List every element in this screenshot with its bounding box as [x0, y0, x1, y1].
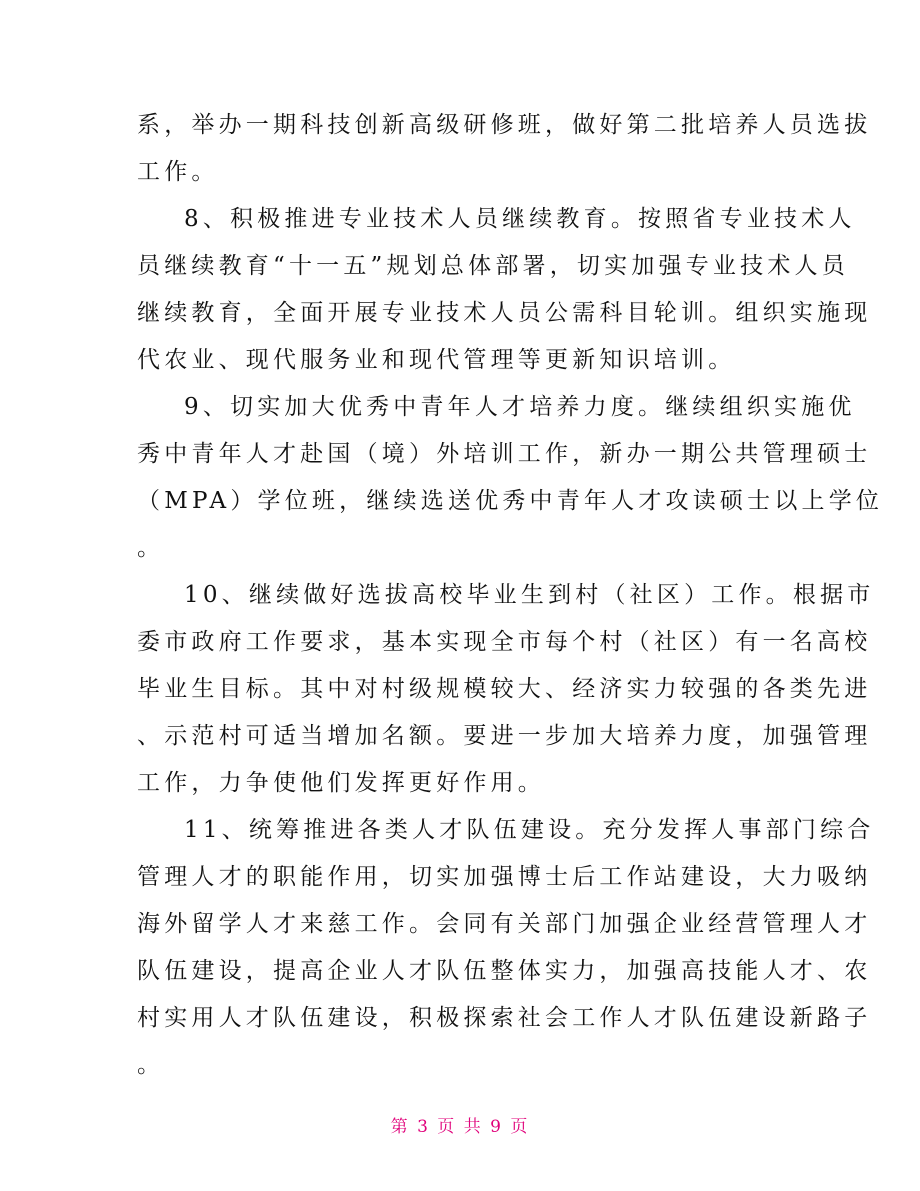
text-line: 、示范村可适当增加名额。要进一步加大培养力度，加强管理 — [137, 723, 872, 749]
text-line: 11、统筹推进各类人才队伍建设。充分发挥人事部门综合 — [184, 817, 875, 843]
text-line: 海外留学人才来慈工作。会同有关部门加强企业经营管理人才 — [137, 911, 872, 937]
text-line: 秀中青年人才赴国（境）外培训工作，新办一期公共管理硕士 — [137, 441, 872, 467]
text-line: 继续教育，全面开展专业技术人员公需科目轮训。组织实施现 — [137, 300, 872, 326]
text-line: 工作，力争使他们发挥更好作用。 — [137, 770, 545, 796]
text-line: 。 — [137, 1052, 165, 1078]
text-line: 工作。 — [137, 159, 219, 185]
text-line: 10、继续做好选拔高校毕业生到村（社区）工作。根据市 — [184, 582, 875, 608]
text-line: 队伍建设，提高企业人才队伍整体实力，加强高技能人才、农 — [137, 958, 872, 984]
text-line: 代农业、现代服务业和现代管理等更新知识培训。 — [137, 347, 736, 373]
page-number-footer: 第 3 页 共 9 页 — [390, 1117, 530, 1137]
text-line: 毕业生目标。其中对村级规模较大、经济实力较强的各类先进 — [137, 676, 872, 702]
text-line: 系，举办一期科技创新高级研修班，做好第二批培养人员选拔 — [137, 112, 872, 138]
text-line: 管理人才的职能作用，切实加强博士后工作站建设，大力吸纳 — [137, 864, 872, 890]
text-line: 村实用人才队伍建设，积极探索社会工作人才队伍建设新路子 — [137, 1005, 872, 1031]
text-line: 9、切实加大优秀中青年人才培养力度。继续组织实施优 — [184, 394, 856, 420]
text-line: 。 — [137, 535, 165, 561]
text-line: 委市政府工作要求，基本实现全市每个村（社区）有一名高校 — [137, 629, 872, 655]
text-line: 8、积极推进专业技术人员继续教育。按照省专业技术人 — [184, 206, 856, 232]
text-line: （MPA）学位班，继续选送优秀中青年人才攻读硕士以上学位 — [137, 488, 884, 514]
text-line: 员继续教育“十一五”规划总体部署，切实加强专业技术人员 — [137, 253, 849, 279]
